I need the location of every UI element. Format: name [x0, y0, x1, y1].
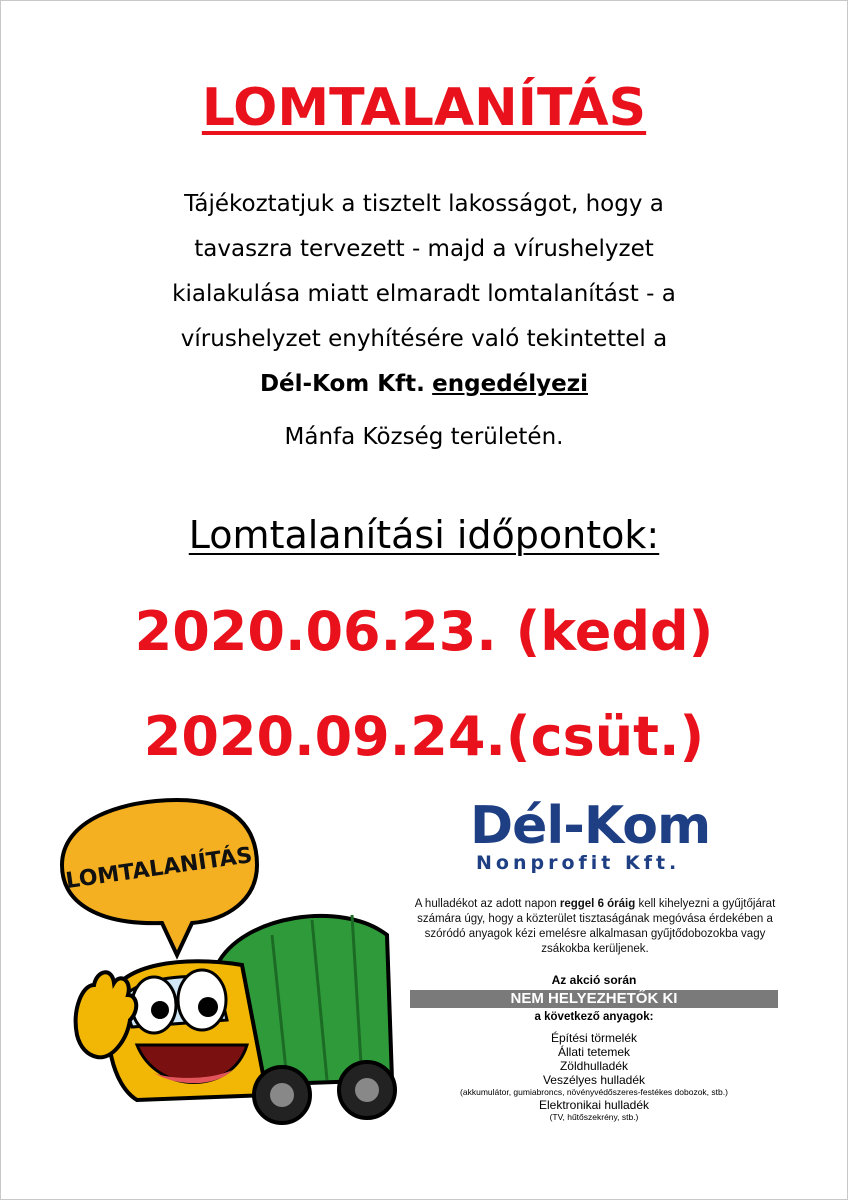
bubble-text: LOMTALANÍTÁS	[64, 843, 254, 895]
notice-deadline: reggel 6 óráig	[559, 898, 636, 910]
logo-sub-text: Nonprofit Kft.	[476, 852, 681, 874]
following-materials-label: a következő anyagok:	[534, 1011, 654, 1023]
list-item: Építési törmelék	[550, 1031, 638, 1045]
notice-part-2: kell kihelyezni a gyűjtőjárat számára úgy, hogy a közterület tisztaságának megóvása érdekében a szóródó anyagok kézi emelésre alkalmasan gyűjtődobozokba vagy zsákokba kerüljenek.	[417, 898, 776, 955]
intro-text	[100, 182, 748, 407]
logo-main-text: Dél-Kom	[470, 796, 711, 856]
location-text: Mánfa Község területén.	[284, 424, 564, 450]
list-item: Veszélyes hulladék	[542, 1073, 646, 1087]
prohibited-banner: NEM HELYEZHETŐK KI	[410, 990, 778, 1008]
date-1: 2020.06.23. (kedd)	[134, 600, 714, 663]
del-kom-logo	[470, 796, 750, 874]
schedule-heading: Lomtalanítási időpontok:	[188, 513, 660, 557]
company-name: Dél-Kom Kft.	[259, 371, 425, 397]
speech-bubble-icon	[62, 800, 257, 955]
intro-line-3: kialakulása miatt elmaradt lomtalanítást - a	[172, 281, 676, 307]
intro-line-2: tavaszra tervezett - majd a vírushelyzet	[194, 236, 654, 262]
permits-word: engedélyezi	[432, 371, 589, 397]
collection-notice	[405, 897, 785, 957]
date-2: 2020.09.24.(csüt.)	[143, 705, 705, 768]
list-item-note: (TV, hűtőszekrény, stb.)	[549, 1112, 639, 1122]
intro-line-1: Tájékoztatjuk a tisztelt lakosságot, hogy a	[184, 191, 664, 217]
prohibited-items-list	[395, 1031, 793, 1123]
intro-line-4: vírushelyzet enyhítésére való tekintettel a	[180, 326, 668, 352]
list-item: Állati tetemek	[557, 1045, 631, 1059]
notice-part-1: A hulladékot az adott napon	[414, 898, 560, 910]
list-item-note: (akkumulátor, gumiabroncs, növényvédőszeres-festékes dobozok, stb.)	[460, 1087, 728, 1097]
list-item: Zöldhulladék	[559, 1059, 629, 1073]
intro-line-5	[100, 362, 748, 407]
page-title: LOMTALANÍTÁS	[201, 78, 647, 138]
list-item: Elektronikai hulladék	[538, 1098, 650, 1112]
action-label: Az akció során	[551, 973, 637, 987]
garbage-truck-mascot-illustration	[42, 795, 402, 1135]
